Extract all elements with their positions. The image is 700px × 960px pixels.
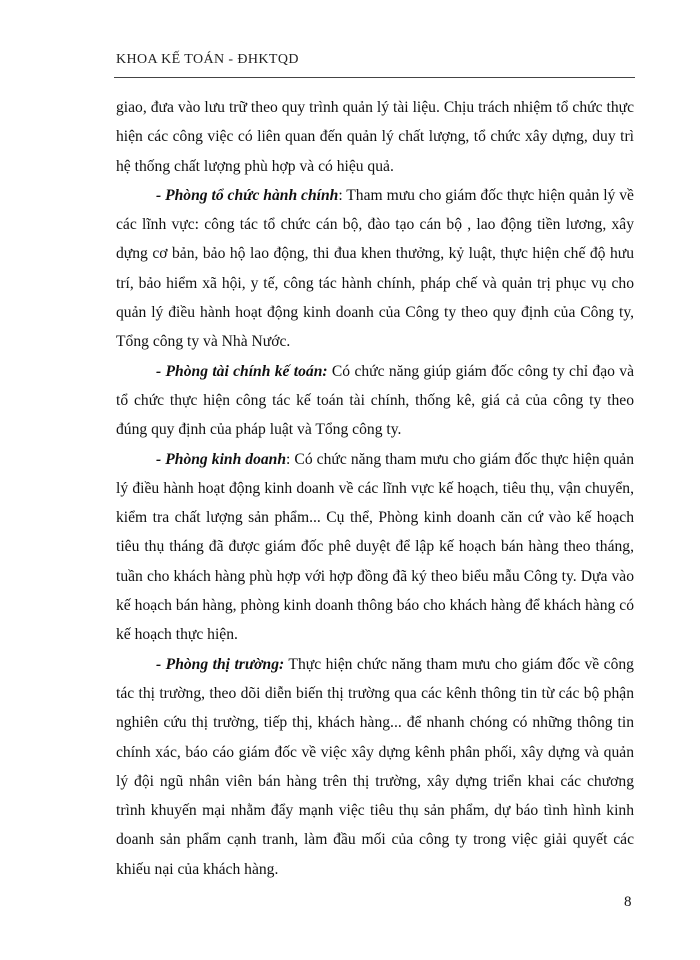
paragraph-administration [116,181,634,357]
paragraph-market [116,650,634,884]
department-label: - Phòng tài chính kế toán: [156,362,328,380]
running-header: KHOA KẾ TOÁN - ĐHKTQD [116,52,299,67]
department-label: - Phòng kinh doanh [156,450,287,468]
header-divider [114,77,635,78]
document-body [116,93,634,884]
paragraph-text: giao, đưa vào lưu trữ theo quy trình quản lý tài liệu. Chịu trách nhiệm tổ chức thực hiện các công việc có liên quan đến quản lý chất lượng, tổ chức xây dựng, duy trì hệ thống chất lượng phù hợp và có hiệu quả. [116,99,634,175]
paragraph-business [116,445,634,650]
department-label: - Phòng tổ chức hành chính [156,186,339,204]
paragraph-text: Có chức năng giúp giám đốc công ty chỉ đạo và tổ chức thực hiện công tác kế toán tài chính, thống kê, giá cả của công ty theo đúng quy định của pháp luật và Tổng công ty. [116,362,634,439]
paragraph-text: : Có chức năng tham mưu cho giám đốc thực hiện quản lý điều hành hoạt động kinh doanh về các lĩnh vực kế hoạch, tiêu thụ, vận chuyển, kiểm tra chất lượng sản phẩm... Cụ thể, Phòng kinh doanh căn cứ vào kế hoạch tiêu thụ tháng đã được giám đốc phê duyệt để lập kế hoạch bán hàng theo tháng, tuần cho khách hàng phù hợp với hợp đồng đã ký theo biểu mẫu Công ty. Dựa vào kế hoạch bán hàng, phòng kinh doanh thông báo cho khách hàng để khách hàng có kế hoạch thực hiện. [116,450,634,644]
paragraph-intro [116,93,634,181]
department-label: - Phòng thị trường: [156,655,285,673]
paragraph-text: Thực hiện chức năng tham mưu cho giám đốc về công tác thị trường, theo dõi diễn biến thị trường qua các kênh thông tin từ các bộ phận nghiên cứu thị trường, tiếp thị, khách hàng... để nhanh chóng có những thông tin chính xác, báo cáo giám đốc về việc xây dựng kênh phân phối, xây dựng và quản lý đội ngũ nhân viên bán hàng trên thị trường, xây dựng triển khai các chương trình khuyến mại nhằm đẩy mạnh việc tiêu thụ sản phẩm, dự báo tình hình kinh doanh sản phẩm cạnh tranh, làm đầu mối của công ty trong việc giải quyết các khiếu nại của khách hàng. [116,655,634,878]
page-number: 8 [624,894,632,910]
paragraph-finance [116,357,634,445]
paragraph-text: : Tham mưu cho giám đốc thực hiện quản lý về các lĩnh vực: công tác tổ chức cán bộ, đào tạo cán bộ , lao động tiền lương, xây dựng cơ bản, bảo hộ lao động, thi đua khen thưởng, kỷ luật, thực hiện chế độ hưu trí, bảo hiểm xã hội, y tế, công tác hành chính, pháp chế và quản trị phục vụ cho quản lý điều hành hoạt động kinh doanh của Công ty theo quy định của Công ty, Tổng công ty và Nhà Nước. [116,186,634,351]
